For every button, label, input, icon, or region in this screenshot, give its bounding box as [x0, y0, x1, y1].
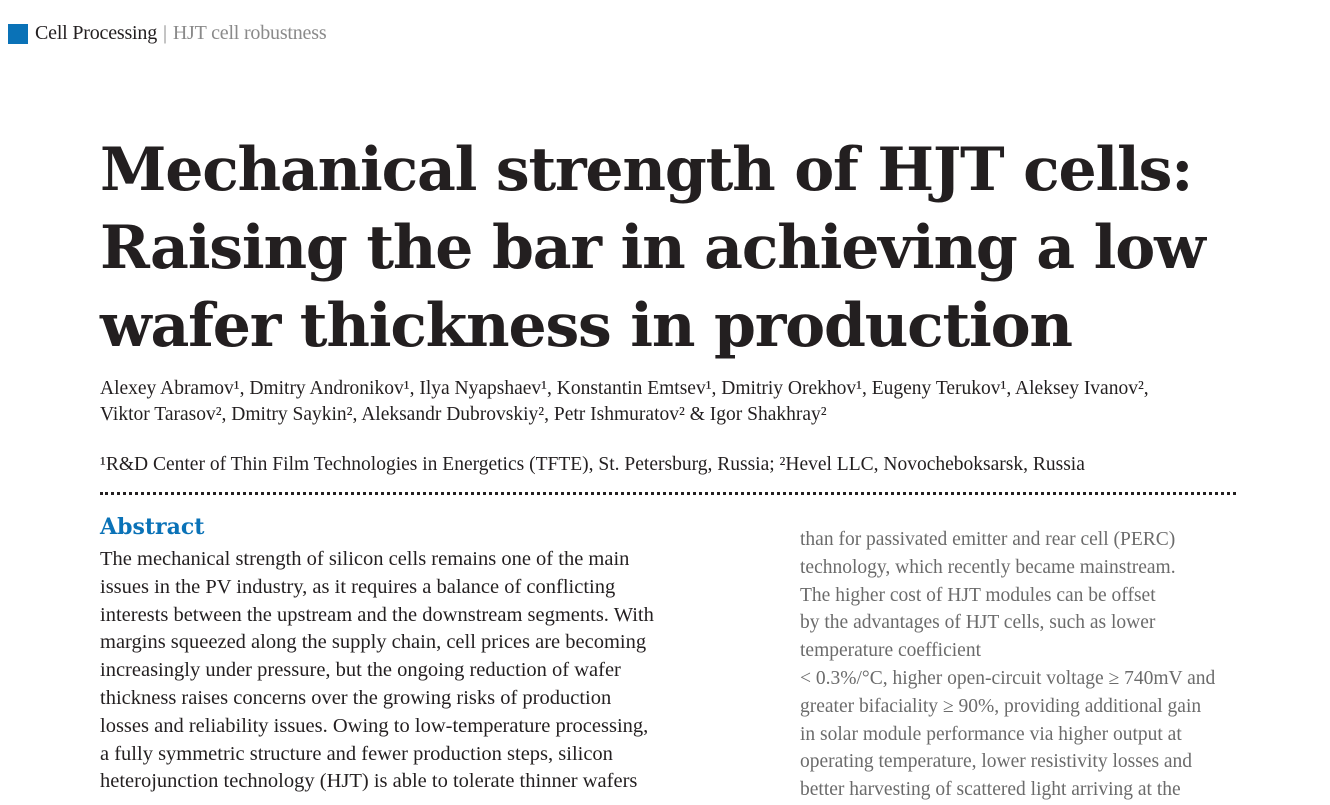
section-header [8, 22, 326, 45]
author-list [100, 376, 1240, 428]
abstract-line: temperature coefficient [800, 640, 981, 662]
abstract-left-column [100, 546, 760, 796]
section-topic: HJT cell robustness [172, 22, 327, 44]
section-color-marker [8, 24, 28, 44]
section-name: Cell Processing [35, 22, 157, 44]
abstract-line: heterojunction technology (HJT) is able to tolerate thinner wafers [100, 770, 638, 793]
abstract-line: a fully symmetric structure and fewer production steps, silicon [100, 742, 613, 765]
author-line: Alexey Abramov¹, Dmitry Andronikov¹, Ilya Nyapshaev¹, Konstantin Emtsev¹, Dmitriy Orekhov¹, Eugeny Terukov¹, Aleksey Ivanov², [100, 378, 1149, 399]
abstract-line: margins squeezed along the supply chain, cell prices are becoming [100, 631, 647, 654]
section-separator: | [163, 22, 167, 44]
title-line: Raising the bar in achieving a low [100, 213, 1205, 283]
abstract-line: in solar module performance via higher output at [800, 723, 1182, 745]
dotted-divider [100, 492, 1236, 495]
abstract-line: losses and reliability issues. Owing to low-temperature processing, [100, 714, 649, 737]
title-line: Mechanical strength of HJT cells: [100, 135, 1193, 205]
abstract-line: greater bifaciality ≥ 90%, providing additional gain [800, 695, 1202, 717]
abstract-line: better harvesting of scattered light arriving at the [800, 779, 1181, 801]
abstract-line: interests between the upstream and the downstream segments. With [100, 603, 654, 626]
abstract-line: The higher cost of HJT modules can be offset [800, 584, 1156, 606]
title-line: wafer thickness in production [100, 291, 1072, 361]
abstract-line: technology, which recently became mainstream. [800, 556, 1176, 578]
abstract-line: thickness raises concerns over the growing risks of production [100, 686, 612, 709]
abstract-line: than for passivated emitter and rear cell (PERC) [800, 529, 1176, 550]
abstract-line: The mechanical strength of silicon cells remains one of the main [100, 548, 630, 570]
article-title [100, 131, 1230, 365]
abstract-line: < 0.3%/°C, higher open-circuit voltage ≥ 740mV and [800, 667, 1216, 689]
abstract-line: by the advantages of HJT cells, such as lower [800, 612, 1156, 634]
author-line: Viktor Tarasov², Dmitry Saykin², Aleksandr Dubrovskiy², Petr Ishmuratov² & Igor Shakhray² [100, 404, 827, 425]
affiliations: ¹R&D Center of Thin Film Technologies in Energetics (TFTE), St. Petersburg, Russia; ²Hevel LLC, Novocheboksarsk, Russia [100, 454, 1085, 475]
abstract-right-column [800, 526, 1260, 804]
abstract-heading: Abstract [100, 514, 205, 540]
abstract-line: issues in the PV industry, as it requires a balance of conflicting [100, 575, 616, 598]
abstract-line: increasingly under pressure, but the ongoing reduction of wafer [100, 659, 621, 682]
abstract-line: operating temperature, lower resistivity losses and [800, 751, 1193, 773]
